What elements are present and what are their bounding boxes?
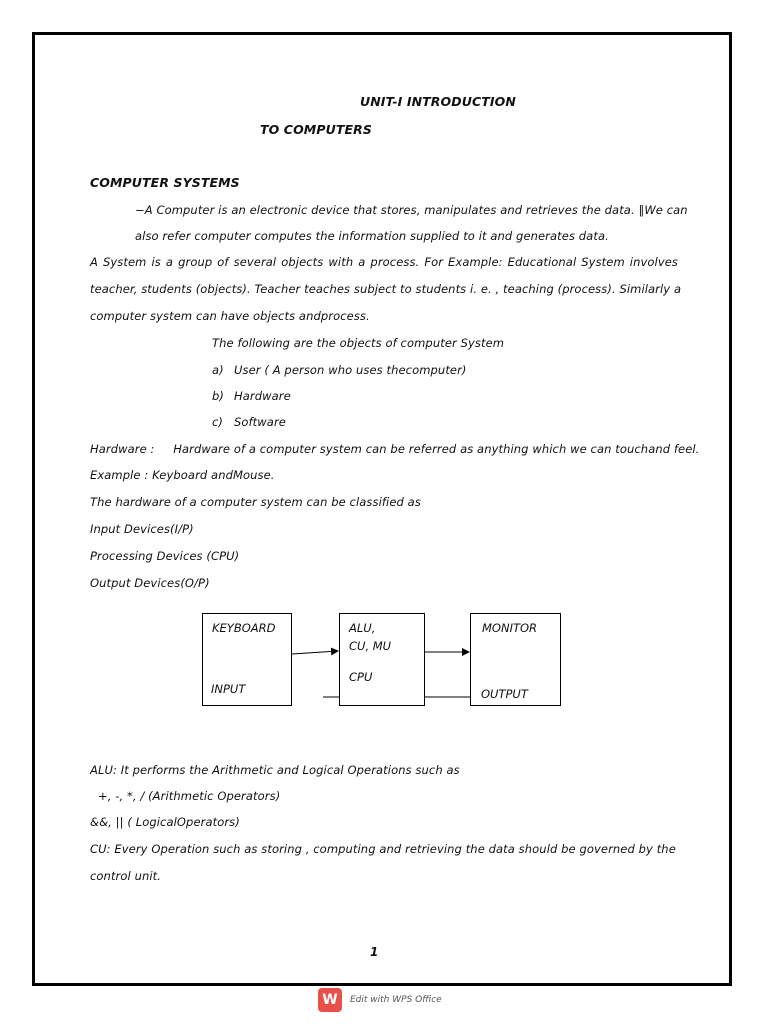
object-item-user: User ( A person who uses thecomputer) (234, 363, 467, 377)
wps-footer-text: Edit with WPS Office (350, 995, 442, 1005)
intro-line-2: also refer computer computes the information supplied to it and generates data. (135, 229, 609, 243)
hardware-classified: The hardware of a computer system can be classified as (90, 495, 421, 509)
output-box-bottom-label: OUTPUT (481, 687, 528, 701)
object-item-marker-c: c) (212, 415, 224, 429)
section-heading: COMPUTER SYSTEMS (90, 175, 240, 190)
object-item-hardware: Hardware (234, 389, 291, 403)
input-box (202, 613, 292, 706)
title-line-2: TO COMPUTERS (260, 122, 372, 137)
device-processing: Processing Devices (CPU) (90, 549, 240, 563)
hardware-definition: Hardware : Hardware of a computer system can be referred as anything which we can touchand feel. (90, 442, 700, 456)
device-output: Output Devices(O/P) (90, 576, 210, 590)
system-line-1: A System is a group of several objects with a process. For Example: Educational System involves (90, 255, 678, 269)
cpu-box-line-1: ALU, (349, 621, 376, 635)
input-box-top-label: KEYBOARD (212, 621, 276, 635)
logical-operators: &&, || ( LogicalOperators) (90, 815, 240, 829)
hardware-example: Example : Keyboard andMouse. (90, 468, 275, 482)
object-item-software: Software (234, 415, 286, 429)
page-number: 1 (370, 945, 379, 959)
cpu-box-line-3: CPU (349, 670, 373, 684)
arithmetic-operators: +, -, *, / (Arithmetic Operators) (98, 789, 281, 803)
system-line-3: computer system can have objects andprocess. (90, 309, 370, 323)
objects-intro: The following are the objects of computer System (212, 336, 505, 350)
cpu-box-line-2: CU, MU (349, 639, 392, 653)
alu-line: ALU: It performs the Arithmetic and Logical Operations such as (90, 763, 460, 777)
intro-line-1: −A Computer is an electronic device that stores, manipulates and retrieves the data. ‖We can (135, 203, 688, 217)
output-box-top-label: MONITOR (482, 621, 538, 635)
title-line-1: UNIT-I INTRODUCTION (360, 94, 516, 109)
wps-footer[interactable] (318, 989, 442, 1011)
cu-line-2: control unit. (90, 869, 162, 883)
output-box (470, 613, 561, 706)
input-box-bottom-label: INPUT (211, 682, 246, 696)
system-line-2: teacher, students (objects). Teacher teaches subject to students i. e. , teaching (process). Similarly a (90, 282, 682, 296)
wps-logo-icon: W (318, 988, 342, 1012)
object-item-marker-a: a) (212, 363, 224, 377)
device-input: Input Devices(I/P) (90, 522, 194, 536)
object-item-marker-b: b) (212, 389, 224, 403)
cpu-box (339, 613, 425, 706)
cu-line-1: CU: Every Operation such as storing , computing and retrieving the data should be governed by the (90, 842, 676, 856)
